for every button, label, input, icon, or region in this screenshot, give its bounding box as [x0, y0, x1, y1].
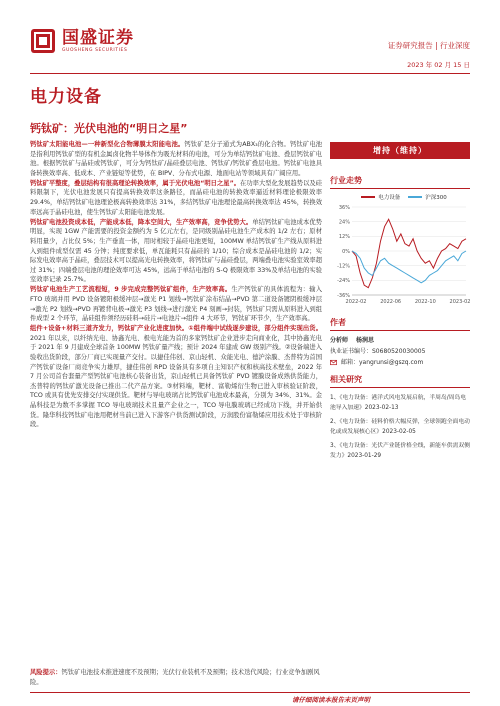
paragraph-text: 生产钙钛矿的具体流程为：输入 FTO 玻璃并用 PVD 设备镀阳极缓冲层→激光 P1 划线→钙钛矿涂布结晶→PVD 第二道设备镀阴极缓冲层→激光 P2 划线→PVD 再镀背电极→激光 P3 划线→进行激光 P4 刻画→封装，钙钛矿只需从原料进入到组件成型 2 个环节，晶硅组件须经历硅料→硅片→电池片→组件 4 大环节，钙钛矿环节少，生产效率高。 — [30, 286, 323, 323]
report-header — [0, 0, 500, 78]
analyst-label: 分析师 — [330, 337, 349, 344]
report-date: 2023 年 02 月 15 日 — [407, 61, 470, 69]
related-item[interactable]: 2、《电力设备：硅料价格大幅反弹，全球领跑全面电动化或成发展核心区》2023-02-05 — [330, 419, 470, 435]
related-item[interactable]: 3、《电力设备：光伏产业链价格全线，新能车供需双侧发力》2023-01-29 — [330, 443, 470, 459]
header-divider — [30, 73, 470, 74]
paragraph-lead: 钙钛矿平整度，叠层结构有很高理论转换效率，属于光伏电池“明日之星”。 — [30, 179, 241, 187]
paragraph — [30, 285, 322, 323]
risk-text: 钙钛矿电池技术推进速度不及预期；光伏行业装机不及预期；技术迭代风险；行业竞争加剧风险。 — [30, 669, 320, 686]
section-title: 电力设备 — [30, 87, 102, 107]
x-tick-label: 2023-02 — [449, 299, 470, 305]
y-tick-label: -12% — [337, 263, 350, 270]
email-icon — [330, 359, 337, 366]
chart-legend — [330, 193, 470, 201]
analyst-title: 作者 — [330, 317, 470, 331]
paragraph-text: 单结钙钛矿电池成本优势明显，实现 1GW 产能需要的投资金额约为 5 亿元左右，是同级别晶硅电池生产成本的 1/2 左右；原材料用量少，占比仅 5%；生产垂直一体，用时相较于晶硅电池更短，100MW 单结钙钛矿生产线从原料进入到组件成型仅需 45 分钟；纯度要求低，单瓦能耗只有晶硅的 1/10；综合成本是晶硅电池的 1/2；实际发电效率高于晶硅，叠层技术可以提高光电转换效率，将钙钛矿与晶硅叠层，两端叠电池实验室效率超过 31%；四端叠层电池的理论效率可达 45%，远高于单结电池的 S-Q 极限效率 33%及单结电池的实验室效率记录 25.7%。 — [30, 218, 323, 284]
y-tick-label: -36% — [337, 292, 350, 299]
analyst-email[interactable]: 邮箱：yangrunsi@gszq.com — [341, 359, 424, 366]
series-line-hs300 — [352, 251, 466, 283]
paragraph-text: 在功率大型化发展趋势以及硅料限制下，光伏电池发展只有提高转换效率这条路径，而晶硅电池的转换效率逼近材料理论极限效率 29.4%，单结钙钛矿电池理论极高转换效率达 31%，多结钙钛矿电池理论最高转换效率达 45%，转换效率远高于晶硅电池，使生钙钛矿太阳能电池发展。 — [30, 179, 322, 216]
report-type: 证券研究报告 | 行业深度 — [387, 41, 470, 50]
legend-label-power: 电力设备 — [378, 195, 401, 201]
legend-swatch-power — [361, 196, 375, 198]
legend-swatch-hs300 — [408, 196, 422, 198]
analyst-cert: 执业证书编号：S0680520030005 — [330, 348, 426, 355]
related-item[interactable]: 1、《电力设备：港洋式风电发展启航，半周岛/周岛电池导入加速》2023-02-13 — [330, 395, 467, 411]
brand-name-cn: 国盛证券 — [62, 28, 134, 48]
brand-logo-icon — [30, 28, 56, 54]
paragraph — [30, 324, 322, 430]
y-tick-label: 24% — [338, 219, 350, 226]
trend-chart-svg — [330, 201, 470, 311]
y-tick-label: 12% — [338, 234, 350, 241]
paragraph-text: 钙钛矿是分子通式为ABX₃的化合物。钙钛矿电池是指利用钙钛矿型的有机金属卤化物半导体作为吸光材料的电池，可分为单结钙钛矿电池、叠层钙钛矿电池。根据钙钛矿与晶硅或钙钛矿，可分为钙钛矿/晶硅叠层电池、钙钛矿/钙钛矿叠层电池。钙钛矿电池具备转换效率高、低成本、产业链短等优势，在 BIPV、分布式电源、地面电站等领域具有广阔应用。 — [30, 141, 322, 177]
paragraph-lead: 组件+设备+材料三道齐发力，钙钛矿产业化进度加快。①组件端中试线逐步建设，部分组件实现出货。 — [30, 325, 322, 333]
y-tick-label: 36% — [338, 204, 350, 211]
paragraph-lead: 钙钛矿电池投资成本低，产能成本低，降本空间大，生产效率高，竞争优势大。 — [30, 218, 253, 226]
analyst-name: 杨润思 — [356, 337, 375, 344]
analyst-block — [330, 335, 470, 368]
footer-divider — [30, 692, 470, 693]
footer-disclaimer: 请仔细阅读本报告末页声明 — [292, 696, 370, 704]
paragraph-text: 2021 年以来，以纤纳光电、协鑫光电、极电光能为首的多家钙钛矿企业进步走向商业化，其中协鑫光电于 2021 年 9 月建成全球首条 100MW 钙钛矿量产线；预计 2024 年建成 GW 级别产线。②设备端进入验收出货阶段，部分厂商已实现量产交付。以捷佳伟创、京山轻机、众能光电、德沪涂膜、杰普特为首国产钙钛矿设备厂商竞争实力雄厚，捷佳伟创 RPD 设备具有多项自主知识产权和核高技术壁垒，2022 年 7 月公司首台套量产型钙钛矿电池核心装备出货，京山轻机已具备钙钛矿 PVD 镀膜设备成熟供货能力，杰普特的钙钛矿激光设备已推出二代产品方案。③材料端，靶材、富勒烯衍生物已进入审核验证阶段，TCO 或具有优先安排交付实现供货。靶材与导电玻璃占比钙钛矿电池成本最高，分别为 34%、31%。金晶科技是为数不多掌握 TCO 导电玻璃技术且量产企业之一，TCO 导电膜玻璃已经成功下线，并开始供货。隆华科技钙钛矿电池用靶材当前已进入下游客户供货测试阶段，万润股份富勒烯应用技术处于审核阶段。 — [30, 334, 322, 429]
paragraph — [30, 140, 322, 178]
x-tick-label: 2022-10 — [414, 299, 436, 305]
paragraph — [30, 179, 322, 217]
report-body — [30, 140, 322, 430]
related-title: 相关研究 — [330, 374, 470, 388]
trend-chart — [330, 201, 470, 311]
paragraph-lead: 钙钛矿电池生产工艺流程短，9 步完成完整钙钛矿组件，生产效率高。 — [30, 286, 232, 294]
related-list — [330, 394, 470, 461]
analyst-row — [330, 335, 470, 346]
y-tick-label: 0% — [342, 248, 350, 255]
analyst-email-row — [330, 357, 470, 368]
brand-name-en: GUOSHENG SECURITIES — [62, 48, 128, 53]
risk-lead: 风险提示： — [30, 669, 62, 676]
paragraph-lead: 钙钛矿太阳能电池—一种新型化合物薄膜太阳能电池。 — [30, 141, 185, 148]
sidebar — [330, 142, 470, 466]
series-line-power — [352, 219, 466, 287]
risk-warning — [30, 668, 322, 687]
brand-logo — [30, 28, 134, 54]
x-tick-label: 2022-02 — [345, 299, 367, 305]
x-tick-label: 2022-06 — [380, 299, 402, 305]
report-title: 钙钛矿：光伏电池的“明日之星” — [30, 122, 188, 135]
paragraph — [30, 218, 322, 285]
rating-badge: 增持（维持） — [330, 142, 470, 159]
y-tick-label: -24% — [337, 278, 350, 285]
trend-title: 行业走势 — [330, 175, 470, 189]
legend-label-hs300: 沪深300 — [425, 195, 447, 201]
